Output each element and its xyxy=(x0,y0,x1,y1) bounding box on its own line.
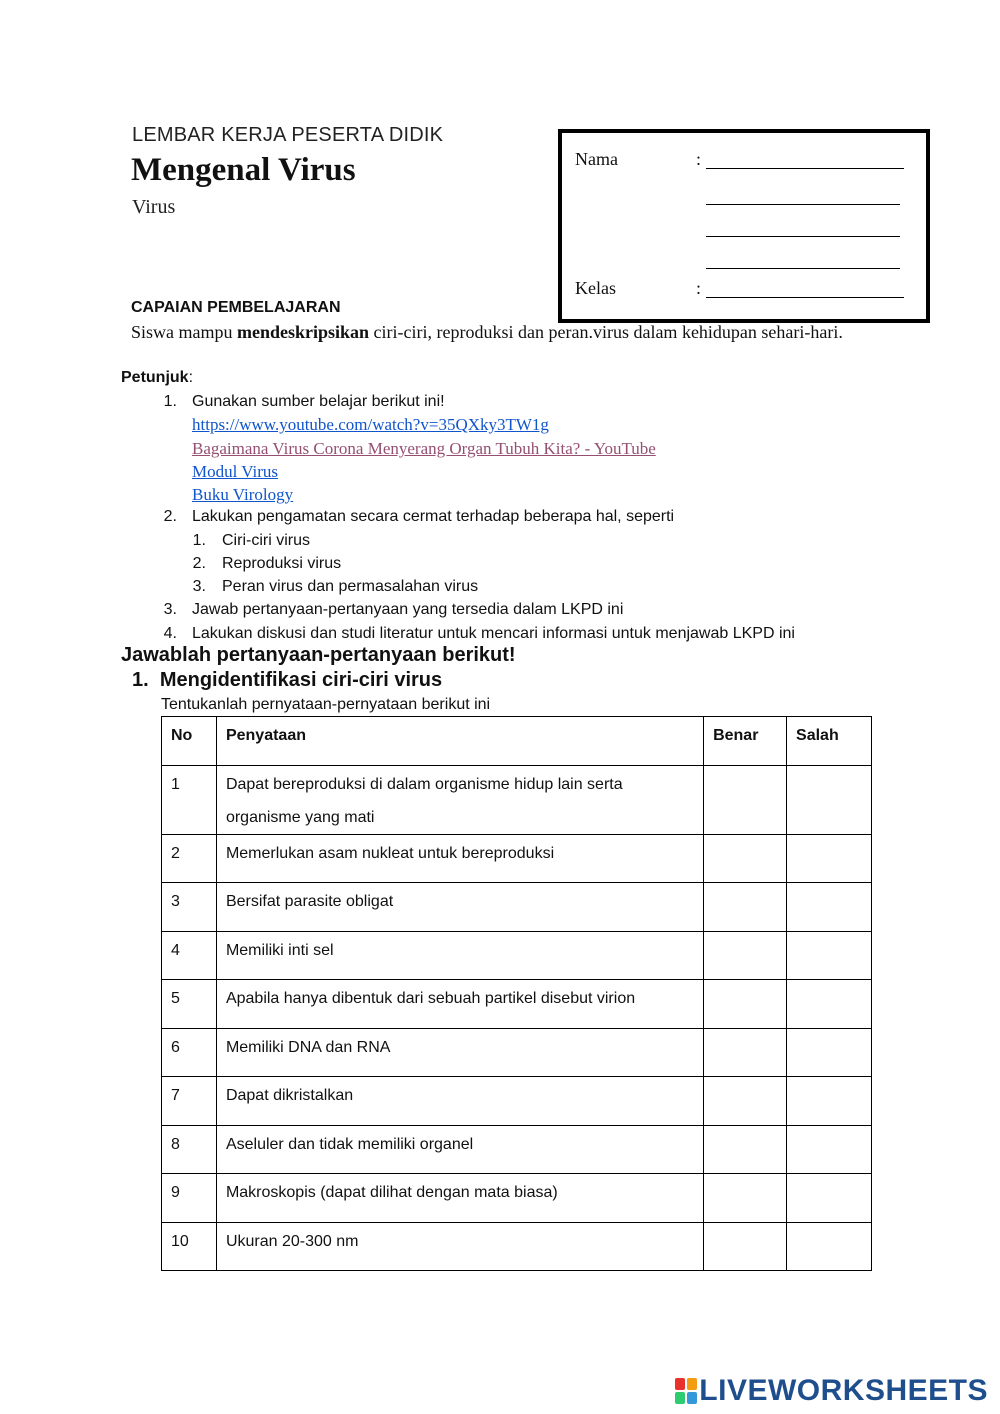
logo-block xyxy=(675,1392,685,1404)
name-field-line-4[interactable] xyxy=(706,251,900,269)
true-answer-cell[interactable] xyxy=(704,1126,787,1174)
instruction-number: 3. xyxy=(163,601,177,618)
section-instruction: Tentukanlah pernyataan-pernyataan berikut ini xyxy=(161,696,491,713)
instruction-item: Lakukan diskusi dan studi literatur untuk mencari informasi untuk menjawab LKPD ini xyxy=(192,625,795,642)
row-statement: Dapat dikristalkan xyxy=(216,1077,703,1126)
instruction-item: Jawab pertanyaan-pertanyaan yang tersedia dalam LKPD ini xyxy=(192,601,624,618)
virology-book-link[interactable]: Buku Virology xyxy=(192,485,294,504)
instruction-item: Gunakan sumber belajar berikut ini! xyxy=(192,393,445,410)
false-answer-cell[interactable] xyxy=(787,1174,872,1223)
table-row xyxy=(162,1126,872,1174)
row-statement: Dapat bereproduksi di dalam organisme hidup lain serta organisme yang mati xyxy=(216,766,703,835)
table-row xyxy=(162,1077,872,1126)
false-answer-cell[interactable] xyxy=(787,932,872,980)
false-answer-cell[interactable] xyxy=(787,1126,872,1174)
row-number: 5 xyxy=(162,980,217,1029)
liveworksheets-logo xyxy=(675,1374,988,1408)
true-answer-cell[interactable] xyxy=(704,1223,787,1271)
logo-block xyxy=(687,1392,697,1404)
youtube-url-link[interactable]: https://www.youtube.com/watch?v=35QXky3TW1g xyxy=(192,415,549,434)
name-label: Nama xyxy=(575,149,618,169)
logo-text: LIVEWORKSHEETS xyxy=(699,1374,988,1407)
section-title xyxy=(132,669,442,692)
row-statement: Aseluler dan tidak memiliki organel xyxy=(216,1126,703,1174)
false-answer-cell[interactable] xyxy=(787,1223,872,1271)
true-answer-cell[interactable] xyxy=(704,883,787,932)
logo-block xyxy=(687,1378,697,1390)
instruction-number: 1. xyxy=(163,393,177,410)
row-number: 8 xyxy=(162,1126,217,1174)
page-title: Mengenal Virus xyxy=(131,152,356,188)
row-number: 1 xyxy=(162,766,217,835)
table-row xyxy=(162,980,872,1029)
row-statement: Ukuran 20-300 nm xyxy=(216,1223,703,1271)
false-answer-cell[interactable] xyxy=(787,1077,872,1126)
learning-outcome-text-end: ciri-ciri, reproduksi dan peran.virus dalam kehidupan sehari-hari. xyxy=(369,322,843,342)
sub-instruction-item: Reproduksi virus xyxy=(222,555,342,572)
row-number: 4 xyxy=(162,932,217,980)
table-row xyxy=(162,766,872,835)
instructions-heading xyxy=(121,369,193,387)
row-statement: Bersifat parasite obligat xyxy=(216,883,703,932)
true-answer-cell[interactable] xyxy=(704,766,787,835)
row-statement: Memiliki inti sel xyxy=(216,932,703,980)
row-statement: Makroskopis (dapat dilihat dengan mata biasa) xyxy=(216,1174,703,1223)
liveworksheets-logo-icon xyxy=(675,1378,697,1404)
identity-box xyxy=(558,129,930,323)
false-answer-cell[interactable] xyxy=(787,835,872,883)
row-number: 3 xyxy=(162,883,217,932)
row-number: 7 xyxy=(162,1077,217,1126)
topic-label: Virus xyxy=(132,196,176,218)
instruction-number: 4. xyxy=(163,625,177,642)
learning-outcome-text xyxy=(131,322,843,343)
true-answer-cell[interactable] xyxy=(704,980,787,1029)
table-row xyxy=(162,1029,872,1077)
sub-instruction-number: 3. xyxy=(192,578,206,595)
table-row xyxy=(162,1174,872,1223)
false-answer-cell[interactable] xyxy=(787,1029,872,1077)
instructions-colon: : xyxy=(188,369,194,386)
false-answer-cell[interactable] xyxy=(787,883,872,932)
table-row xyxy=(162,835,872,883)
true-answer-cell[interactable] xyxy=(704,1077,787,1126)
instruction-item: Lakukan pengamatan secara cermat terhadap beberapa hal, seperti xyxy=(192,508,675,525)
row-statement: Apabila hanya dibentuk dari sebuah partikel disebut virion xyxy=(216,980,703,1029)
header-no: No xyxy=(162,717,217,766)
learning-outcome-keyword: mendeskripsikan xyxy=(237,322,370,342)
row-number: 10 xyxy=(162,1223,217,1271)
section-title-text: Mengidentifikasi ciri-ciri virus xyxy=(159,669,443,691)
virus-module-link[interactable]: Modul Virus xyxy=(192,462,279,481)
table-header-row xyxy=(162,717,872,766)
row-number: 6 xyxy=(162,1029,217,1077)
true-answer-cell[interactable] xyxy=(704,1174,787,1223)
header-true: Benar xyxy=(704,717,787,766)
statements-table xyxy=(161,716,872,1271)
name-colon: : xyxy=(696,149,702,169)
true-answer-cell[interactable] xyxy=(704,932,787,980)
sub-instruction-number: 2. xyxy=(192,555,206,572)
table-row xyxy=(162,1223,872,1271)
class-field-line[interactable] xyxy=(706,280,904,298)
header-statement: Penyataan xyxy=(216,717,703,766)
row-statement: Memerlukan asam nukleat untuk bereproduksi xyxy=(216,835,703,883)
section-number: 1. xyxy=(132,669,149,691)
instructions-label: Petunjuk xyxy=(121,369,189,386)
name-field-line-1[interactable] xyxy=(706,151,904,169)
header-false: Salah xyxy=(787,717,872,766)
table-row xyxy=(162,883,872,932)
name-field-line-3[interactable] xyxy=(706,219,900,237)
row-statement: Memiliki DNA dan RNA xyxy=(216,1029,703,1077)
name-field-line-2[interactable] xyxy=(706,187,900,205)
youtube-video-link[interactable]: Bagaimana Virus Corona Menyerang Organ Tubuh Kita? - YouTube xyxy=(192,439,656,458)
sub-instruction-item: Peran virus dan permasalahan virus xyxy=(222,578,479,595)
true-answer-cell[interactable] xyxy=(704,1029,787,1077)
class-colon: : xyxy=(696,278,702,298)
false-answer-cell[interactable] xyxy=(787,980,872,1029)
worksheet-subtitle: LEMBAR KERJA PESERTA DIDIK xyxy=(132,124,444,146)
sub-instruction-number: 1. xyxy=(192,532,206,549)
logo-block xyxy=(675,1378,685,1390)
row-number: 9 xyxy=(162,1174,217,1223)
true-answer-cell[interactable] xyxy=(704,835,787,883)
table-row xyxy=(162,932,872,980)
questions-heading: Jawablah pertanyaan-pertanyaan berikut! xyxy=(121,644,516,666)
learning-outcome-text-start: Siswa mampu xyxy=(131,322,237,342)
sub-instruction-item: Ciri-ciri virus xyxy=(222,532,310,549)
false-answer-cell[interactable] xyxy=(787,766,872,835)
row-number: 2 xyxy=(162,835,217,883)
instruction-number: 2. xyxy=(163,508,177,525)
learning-outcome-heading: CAPAIAN PEMBELAJARAN xyxy=(131,299,341,316)
class-label: Kelas xyxy=(575,278,616,298)
